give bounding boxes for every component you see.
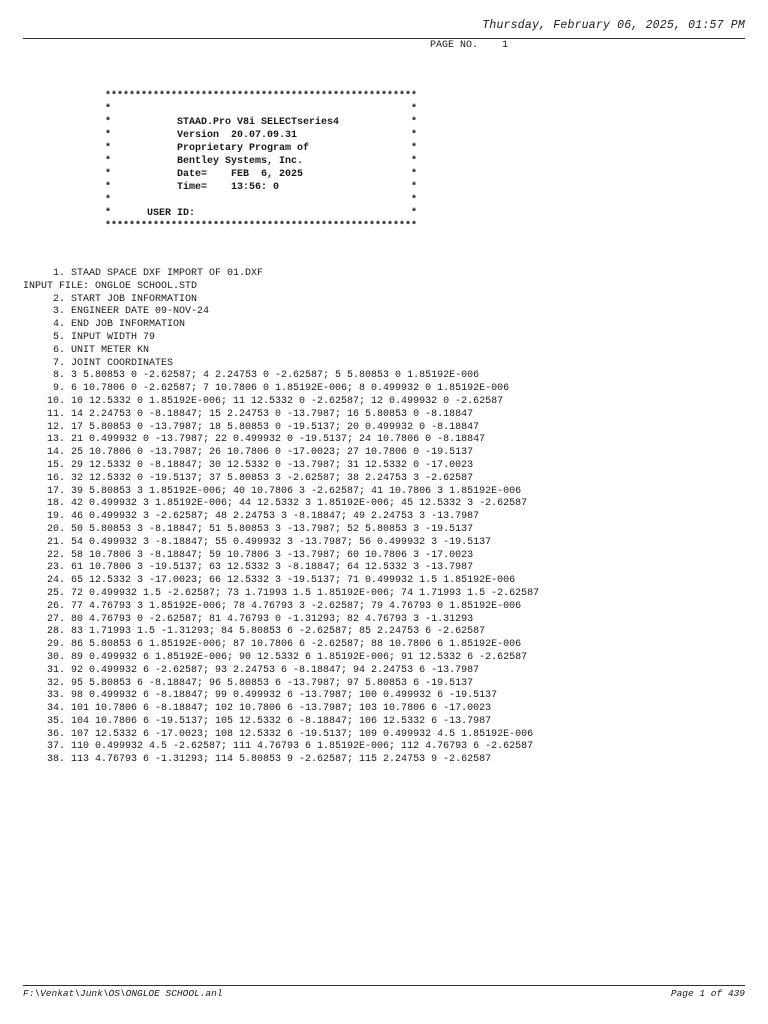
input-line: 3. ENGINEER DATE 09-NOV-24 <box>23 306 210 318</box>
input-line: 25. 72 0.499932 1.5 -2.62587; 73 1.71993 1.5 1.85192E-006; 74 1.71993 1.5 -2.62587 <box>23 587 540 599</box>
input-line: 28. 83 1.71993 1.5 -1.31293; 84 5.80853 6 -2.62587; 85 2.24753 6 -2.62587 <box>23 626 486 638</box>
input-line: 6. UNIT METER KN <box>23 344 150 356</box>
input-line: 38. 113 4.76793 6 -1.31293; 114 5.80853 9 -2.62587; 115 2.24753 9 -2.62587 <box>23 754 492 766</box>
input-line: 7. JOINT COORDINATES <box>23 357 174 369</box>
input-line: 10. 10 12.5332 0 1.85192E-006; 11 12.5332 0 -2.62587; 12 0.499932 0 -2.62587 <box>23 395 504 407</box>
input-line: 31. 92 0.499932 6 -2.62587; 93 2.24753 6 -8.18847; 94 2.24753 6 -13.7987 <box>23 664 480 676</box>
report-datetime: Thursday, February 06, 2025, 01:57 PM <box>482 19 745 32</box>
banner-line: * * <box>105 195 418 206</box>
banner-line: * * <box>105 104 418 115</box>
input-line: 19. 46 0.499932 3 -2.62587; 48 2.24753 3 -8.18847; 49 2.24753 3 -13.7987 <box>23 511 480 523</box>
banner-line: * Time= 13:56: 0 * <box>105 182 418 193</box>
input-line: 5. INPUT WIDTH 79 <box>23 331 156 343</box>
input-line: 2. START JOB INFORMATION <box>23 293 198 305</box>
input-line: 36. 107 12.5332 6 -17.0023; 108 12.5332 6 -19.5137; 109 0.499932 4.5 1.85192E-006 <box>23 728 534 740</box>
input-line: 12. 17 5.80853 0 -13.7987; 18 5.80853 0 -19.5137; 20 0.499932 0 -8.18847 <box>23 421 480 433</box>
input-line: 18. 42 0.499932 3 1.85192E-006; 44 12.5332 3 1.85192E-006; 45 12.5332 3 -2.62587 <box>23 498 528 510</box>
input-line: 17. 39 5.80853 3 1.85192E-006; 40 10.7806 3 -2.62587; 41 10.7806 3 1.85192E-006 <box>23 485 522 497</box>
input-line: 1. STAAD SPACE DXF IMPORT OF 01.DXF <box>23 268 264 279</box>
footer-divider <box>23 985 745 986</box>
file-path: F:\Venkat\Junk\OS\ONGLOE SCHOOL.anl <box>23 988 223 999</box>
input-line: 14. 25 10.7806 0 -13.7987; 26 10.7806 0 -17.0023; 27 10.7806 0 -19.5137 <box>23 447 474 459</box>
input-line: 8. 3 5.80853 0 -2.62587; 4 2.24753 0 -2.62587; 5 5.80853 0 1.85192E-006 <box>23 370 480 382</box>
banner-line: **************************************************** <box>105 91 418 102</box>
banner-line: **************************************************** <box>105 221 418 232</box>
input-line: 32. 95 5.80853 6 -8.18847; 96 5.80853 6 -13.7987; 97 5.80853 6 -19.5137 <box>23 677 474 689</box>
banner-line: * USER ID: * <box>105 208 418 219</box>
input-line: 35. 104 10.7806 6 -19.5137; 105 12.5332 6 -8.18847; 106 12.5332 6 -13.7987 <box>23 715 492 727</box>
input-line: 30. 89 0.499932 6 1.85192E-006; 90 12.5332 6 1.85192E-006; 91 12.5332 6 -2.62587 <box>23 651 528 663</box>
input-line: 34. 101 10.7806 6 -8.18847; 102 10.7806 6 -13.7987; 103 10.7806 6 -17.0023 <box>23 703 492 715</box>
input-line: 20. 50 5.80853 3 -8.18847; 51 5.80853 3 -13.7987; 52 5.80853 3 -19.5137 <box>23 523 474 535</box>
input-line: 37. 110 0.499932 4.5 -2.62587; 111 4.76793 6 1.85192E-006; 112 4.76793 6 -2.62587 <box>23 741 534 753</box>
input-line: 11. 14 2.24753 0 -8.18847; 15 2.24753 0 -13.7987; 16 5.80853 0 -8.18847 <box>23 408 474 420</box>
header-divider <box>23 38 745 39</box>
input-line: 15. 29 12.5332 0 -8.18847; 30 12.5332 0 -13.7987; 31 12.5332 0 -17.0023 <box>23 459 474 471</box>
input-listing <box>23 268 539 767</box>
input-line: INPUT FILE: ONGLOE SCHOOL.STD <box>23 280 198 292</box>
input-line: 22. 58 10.7806 3 -8.18847; 59 10.7806 3 -13.7987; 60 10.7806 3 -17.0023 <box>23 549 474 561</box>
banner-line: * Proprietary Program of * <box>105 143 418 154</box>
input-line: 29. 86 5.80853 6 1.85192E-006; 87 10.7806 6 -2.62587; 88 10.7806 6 1.85192E-006 <box>23 639 522 651</box>
program-banner <box>105 90 417 233</box>
input-line: 23. 61 10.7806 3 -19.5137; 63 12.5332 3 -8.18847; 64 12.5332 3 -13.7987 <box>23 562 474 574</box>
page-count: Page 1 of 439 <box>670 988 745 999</box>
input-line: 4. END JOB INFORMATION <box>23 319 186 331</box>
input-line: 24. 65 12.5332 3 -17.0023; 66 12.5332 3 -19.5137; 71 0.499932 1.5 1.85192E-006 <box>23 575 516 587</box>
input-line: 13. 21 0.499932 0 -13.7987; 22 0.499932 0 -19.5137; 24 10.7806 0 -8.18847 <box>23 434 486 446</box>
input-line: 33. 98 0.499932 6 -8.18847; 99 0.499932 6 -13.7987; 100 0.499932 6 -19.5137 <box>23 690 498 702</box>
banner-line: * Version 20.07.09.31 * <box>105 130 418 141</box>
input-line: 26. 77 4.76793 3 1.85192E-006; 78 4.76793 3 -2.62587; 79 4.76793 0 1.85192E-006 <box>23 600 522 612</box>
banner-line: * STAAD.Pro V8i SELECTseries4 * <box>105 117 418 128</box>
input-line: 16. 32 12.5332 0 -19.5137; 37 5.80853 3 -2.62587; 38 2.24753 3 -2.62587 <box>23 472 474 484</box>
banner-line: * Bentley Systems, Inc. * <box>105 156 418 167</box>
input-line: 27. 80 4.76793 0 -2.62587; 81 4.76793 0 -1.31293; 82 4.76793 3 -1.31293 <box>23 613 474 625</box>
input-line: 9. 6 10.7806 0 -2.62587; 7 10.7806 0 1.85192E-006; 8 0.499932 0 1.85192E-006 <box>23 383 510 395</box>
page-number-header: PAGE NO. 1 <box>430 40 509 51</box>
input-line: 21. 54 0.499932 3 -8.18847; 55 0.499932 3 -13.7987; 56 0.499932 3 -19.5137 <box>23 536 492 548</box>
banner-line: * Date= FEB 6, 2025 * <box>105 169 418 180</box>
